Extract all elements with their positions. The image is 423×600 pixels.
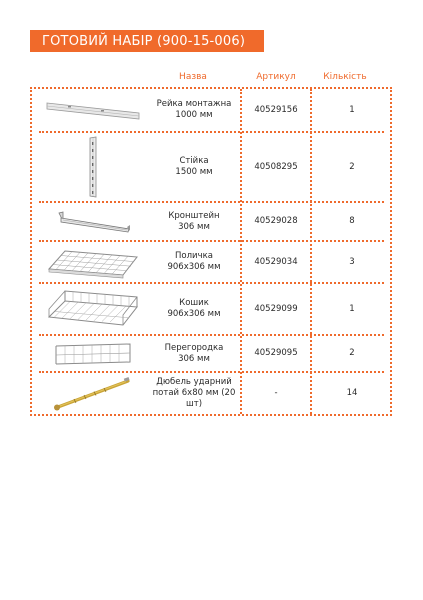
- set-title: ГОТОВИЙ НАБІР (900-15-006): [42, 33, 246, 49]
- column-header-qty: Кількість: [323, 72, 367, 82]
- wire-shelf-icon: [38, 242, 148, 282]
- mounting-rail-icon: [38, 89, 148, 131]
- item-article: 40529099: [254, 303, 298, 314]
- item-name: Стійка: [179, 156, 209, 166]
- item-name: Перегородка: [164, 342, 224, 353]
- column-header-article: Артикул: [256, 72, 296, 82]
- item-article: -: [274, 388, 278, 398]
- item-qty: 8: [349, 216, 355, 226]
- item-name: Кошик: [179, 298, 209, 308]
- divider-icon: [38, 336, 148, 371]
- item-size: 906х306 мм: [167, 262, 221, 272]
- set-title-banner: [30, 30, 264, 52]
- item-article: 40529028: [254, 216, 298, 226]
- item-size: 306 мм: [178, 221, 210, 232]
- item-article: 40508295: [254, 161, 298, 172]
- bracket-icon: [38, 203, 148, 240]
- item-qty: 1: [349, 104, 355, 115]
- item-size: 1000 мм: [175, 110, 213, 120]
- item-article: 40529034: [254, 256, 298, 267]
- item-qty: 1: [349, 303, 355, 314]
- column-header-name: Назва: [179, 72, 207, 82]
- item-article: 40529095: [254, 348, 298, 358]
- item-size: 906х306 мм: [167, 309, 221, 319]
- item-name: Дюбель ударний: [156, 377, 232, 387]
- item-size: потай 6х80 мм (20 шт): [152, 388, 236, 409]
- item-size: 306 мм: [178, 353, 210, 364]
- item-qty: 2: [349, 348, 355, 358]
- item-qty: 2: [349, 161, 355, 172]
- upright-post-icon: [38, 133, 148, 201]
- item-size: 1500 мм: [175, 167, 213, 177]
- item-article: 40529156: [254, 104, 298, 115]
- wall-plug-icon: [38, 373, 148, 414]
- parts-table: [30, 87, 392, 416]
- item-name: Рейка монтажна: [156, 99, 232, 109]
- item-qty: 3: [349, 256, 355, 267]
- item-name: Кронштейн: [168, 210, 220, 221]
- item-name: Поличка: [175, 251, 213, 261]
- item-qty: 14: [346, 388, 358, 398]
- wire-basket-icon: [38, 284, 148, 334]
